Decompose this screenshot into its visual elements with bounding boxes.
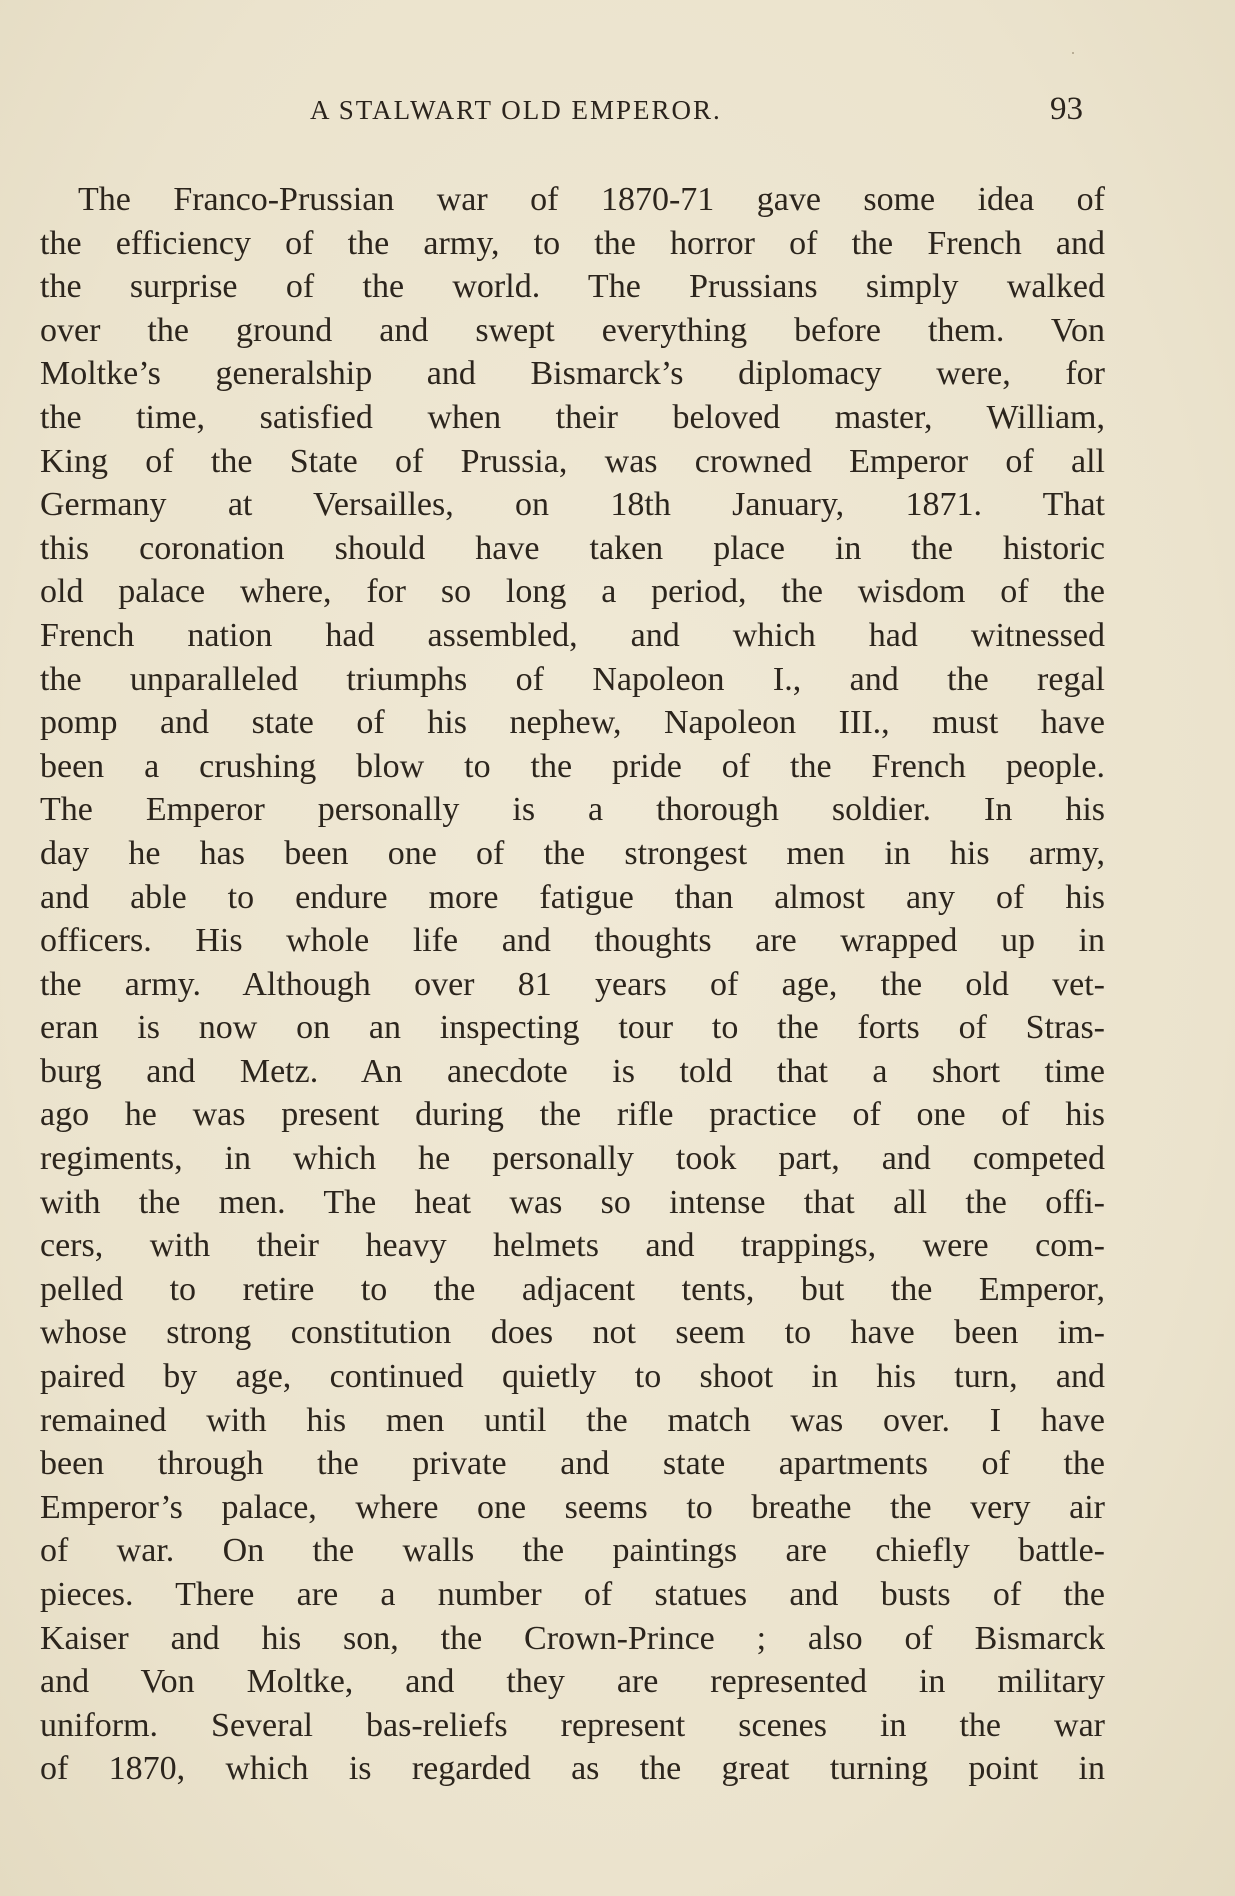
text-line: pieces. There are a number of statues and busts of the — [40, 1576, 1105, 1613]
body-paragraph — [40, 178, 1105, 1791]
text-line: ago he was present during the rifle practice of one of his — [40, 1096, 1105, 1134]
text-line: The Emperor personally is a thorough soldier. In his — [40, 791, 1105, 829]
paper-speck — [1072, 52, 1074, 54]
text-line: regiments, in which he personally took part, and competed — [40, 1140, 1105, 1178]
text-line: this coronation should have taken place in the historic — [40, 529, 1105, 567]
text-line: The Franco-Prussian war of 1870-71 gave some idea of — [78, 181, 1105, 218]
text-line: of war. On the walls the paintings are chiefly battle- — [40, 1532, 1105, 1570]
text-line: cers, with their heavy helmets and trappings, were com- — [40, 1227, 1105, 1265]
text-line: burg and Metz. An anecdote is told that a short time — [40, 1052, 1105, 1090]
text-line: pomp and state of his nephew, Napoleon III., must have — [40, 704, 1105, 742]
text-line: the efficiency of the army, to the horror of the French and — [40, 224, 1105, 262]
running-head — [0, 91, 1235, 135]
text-line: Moltke’s generalship and Bismarck’s diplomacy were, for — [40, 355, 1105, 393]
text-line: over the ground and swept everything before them. Von — [40, 311, 1105, 349]
text-line: been through the private and state apartments of the — [40, 1445, 1105, 1483]
text-line: day he has been one of the strongest men in his army, — [40, 834, 1105, 872]
text-line: officers. His whole life and thoughts are wrapped up in — [40, 922, 1105, 960]
text-line: with the men. The heat was so intense that all the offi- — [40, 1183, 1105, 1221]
text-line: the unparalleled triumphs of Napoleon I., and the regal — [40, 660, 1105, 698]
text-line: whose strong constitution does not seem to have been im- — [40, 1314, 1105, 1352]
text-line: paired by age, continued quietly to shoot in his turn, and — [40, 1358, 1105, 1396]
text-line: Germany at Versailles, on 18th January, 1871. That — [40, 486, 1105, 524]
page-number: 93 — [1050, 91, 1083, 127]
text-line: remained with his men until the match was over. I have — [40, 1401, 1105, 1439]
text-line: and able to endure more fatigue than almost any of his — [40, 878, 1105, 916]
text-line: the army. Although over 81 years of age, the old vet- — [40, 965, 1105, 1003]
text-line: been a crushing blow to the pride of the French people. — [40, 747, 1105, 785]
text-line: of 1870, which is regarded as the great turning point in — [40, 1750, 1105, 1788]
text-line: uniform. Several bas-reliefs represent scenes in the war — [40, 1706, 1105, 1744]
running-title: A STALWART OLD EMPEROR. — [310, 95, 722, 125]
text-line: Kaiser and his son, the Crown-Prince ; also of Bismarck — [40, 1619, 1105, 1657]
text-line: eran is now on an inspecting tour to the forts of Stras- — [40, 1009, 1105, 1047]
text-line: French nation had assembled, and which had witnessed — [40, 616, 1105, 654]
text-line: and Von Moltke, and they are represented in military — [40, 1663, 1105, 1701]
text-line: pelled to retire to the adjacent tents, but the Emperor, — [40, 1270, 1105, 1308]
text-line: old palace where, for so long a period, the wisdom of the — [40, 573, 1105, 611]
text-line: King of the State of Prussia, was crowned Emperor of all — [40, 442, 1105, 480]
text-line: the surprise of the world. The Prussians simply walked — [40, 268, 1105, 306]
text-line: the time, satisfied when their beloved master, William, — [40, 398, 1105, 436]
text-line: Emperor’s palace, where one seems to breathe the very air — [40, 1488, 1105, 1526]
